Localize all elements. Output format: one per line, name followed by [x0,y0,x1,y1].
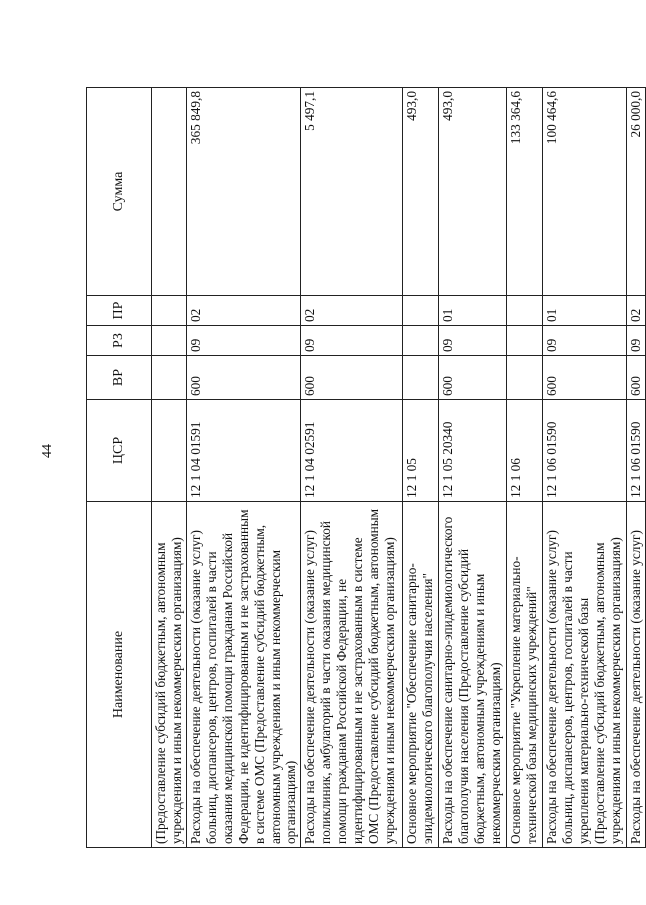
row-vr: 600 [543,356,627,400]
row-pr [152,296,187,326]
row-rz: 09 [543,326,627,356]
row-sum: 493,0 [439,88,507,296]
row-vr: 600 [301,356,403,400]
header-rz: РЗ [87,326,152,356]
row-sum: 5 497,1 [301,88,403,296]
row-rz: 09 [439,326,507,356]
row-vr: 600 [439,356,507,400]
header-name: Наименование [87,502,152,848]
table-row [507,88,543,848]
row-vr [152,356,187,400]
header-vr: ВР [87,356,152,400]
row-name: Расходы на обеспечение деятельности (оказание услуг) больниц, диспансеров, центров, госпиталей в части укрепления материально-технической базы (Предоставление субсидий бюджетным, автономным учреждениям и иным некоммерческим организациям) [543,502,627,848]
row-vr [507,356,543,400]
row-pr: 01 [439,296,507,326]
row-vr [403,356,439,400]
table-row [403,88,439,848]
row-sum: 133 364,6 [507,88,543,296]
row-pr [507,296,543,326]
row-pr: 01 [543,296,627,326]
row-rz: 09 [301,326,403,356]
row-pr: 02 [301,296,403,326]
table-row [301,88,403,848]
header-sum: Сумма [87,88,152,296]
row-sum: 100 464,6 [543,88,627,296]
row-rz: 09 [187,326,301,356]
row-pr: 02 [187,296,301,326]
table-row [439,88,507,848]
table-row [187,88,301,848]
row-rz [403,326,439,356]
row-name: Основное мероприятие "Обеспечение санитарно-эпидемиологического благополучия населения" [403,502,439,848]
row-name: Расходы на обеспечение санитарно-эпидемиологического благополучия населения (Предоставление субсидий бюджетным, автономным учреждениям и иным некоммерческим организациям) [439,502,507,848]
row-vr: 600 [627,356,646,400]
page-number: 44 [40,444,55,458]
row-csr: 12 1 04 02591 [301,400,403,502]
row-rz [507,326,543,356]
row-sum: 365 849,8 [187,88,301,296]
row-pr: 02 [627,296,646,326]
row-vr: 600 [187,356,301,400]
row-csr [152,400,187,502]
row-name: Расходы на обеспечение деятельности (оказание услуг) больниц, диспансеров, центров, госпиталей в части оказания медицинской помощи гражданам Российской Федерации, не идентифицированным и не застрахованным в системе ОМС (Предоставление субсидий бюджетным, автономным учреждениям и иным некоммерческим организациям) [187,502,301,848]
row-csr: 12 1 05 [403,400,439,502]
row-name: Расходы на обеспечение деятельности (оказание услуг) [627,502,646,848]
table-header-row [87,88,152,848]
table-row [152,88,187,848]
row-csr: 12 1 06 [507,400,543,502]
row-name: (Предоставление субсидий бюджетным, автономным учреждениям и иным некоммерческим организациям) [152,502,187,848]
row-csr: 12 1 06 01590 [627,400,646,502]
header-pr: ПР [87,296,152,326]
row-csr: 12 1 04 01591 [187,400,301,502]
row-csr: 12 1 05 20340 [439,400,507,502]
rotated-page [86,88,644,848]
budget-table [86,87,646,848]
row-pr [403,296,439,326]
row-name: Расходы на обеспечение деятельности (оказание услуг) поликлиник, амбулаторий в части оказания медицинской помощи гражданам Российской Федерации, не идентифицированным и не застрахованным в системе ОМС (Предоставление субсидий бюджетным, автономным учреждениям и иным некоммерческим организациям) [301,502,403,848]
row-sum: 493,0 [403,88,439,296]
table-row [543,88,627,848]
row-name: Основное мероприятие "Укрепление материально-технической базы медицинских учреждений" [507,502,543,848]
row-csr: 12 1 06 01590 [543,400,627,502]
header-csr: ЦСР [87,400,152,502]
row-rz: 09 [627,326,646,356]
row-rz [152,326,187,356]
table-row [627,88,646,848]
row-sum [152,88,187,296]
row-sum: 26 000,0 [627,88,646,296]
